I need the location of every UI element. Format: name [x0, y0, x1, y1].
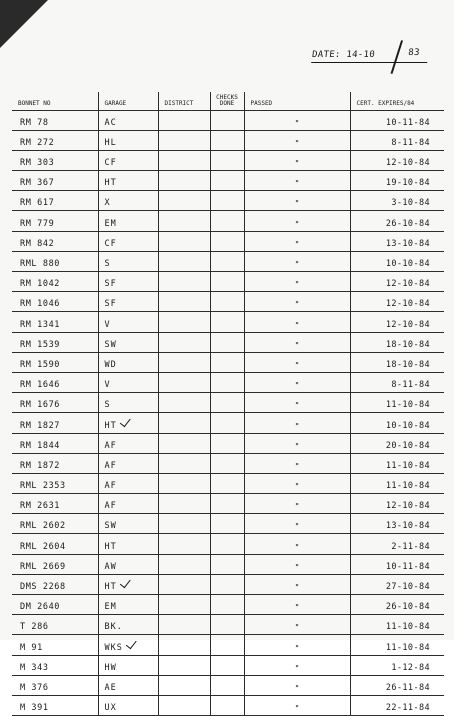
checks-done-cell	[210, 372, 244, 392]
cert-expiry-date: 12-10-84	[350, 292, 444, 312]
cert-expiry-date: 12-10-84	[350, 494, 444, 514]
garage-code-text: SW	[104, 339, 117, 350]
garage-code	[98, 211, 158, 231]
district-cell	[158, 191, 210, 211]
cert-expiry-date: 12-10-84	[350, 272, 444, 292]
checks-done-cell	[210, 251, 244, 271]
table-row	[12, 574, 444, 594]
garage-code	[98, 494, 158, 514]
passed-ditto-mark: "	[244, 554, 350, 574]
checks-done-cell	[210, 514, 244, 534]
bonnet-number: RM 2631	[12, 494, 98, 514]
checks-done-cell	[210, 615, 244, 635]
cert-expiry-date: 11-10-84	[350, 453, 444, 473]
garage-code-text: HT	[104, 420, 117, 431]
bonnet-number: RM 78	[12, 110, 98, 130]
bonnet-number: RM 272	[12, 130, 98, 150]
district-cell	[158, 312, 210, 332]
bonnet-number: RM 1676	[12, 393, 98, 413]
district-cell	[158, 272, 210, 292]
passed-ditto-mark: "	[244, 494, 350, 514]
table-row	[12, 615, 444, 635]
check-mark-icon	[126, 637, 137, 649]
bonnet-number: T 286	[12, 615, 98, 635]
checks-done-cell	[210, 150, 244, 170]
bonnet-number: RML 2669	[12, 554, 98, 574]
bonnet-number: M 343	[12, 655, 98, 675]
bonnet-number: RM 367	[12, 171, 98, 191]
bonnet-number: RM 1341	[12, 312, 98, 332]
cert-expiry-date: 26-10-84	[350, 595, 444, 615]
table-row	[12, 675, 444, 695]
table-row	[12, 635, 444, 655]
checks-done-cell	[210, 292, 244, 312]
garage-code	[98, 514, 158, 534]
checks-done-cell	[210, 393, 244, 413]
table-row	[12, 655, 444, 675]
passed-ditto-mark: "	[244, 171, 350, 191]
date-slash	[391, 40, 403, 74]
date-underline	[311, 62, 427, 63]
checks-done-cell	[210, 312, 244, 332]
garage-code-text: AF	[104, 440, 117, 451]
district-cell	[158, 453, 210, 473]
passed-ditto-mark: "	[244, 413, 350, 433]
district-cell	[158, 171, 210, 191]
garage-code	[98, 372, 158, 392]
table-row	[12, 352, 444, 372]
garage-code-text: S	[104, 400, 111, 411]
passed-ditto-mark: "	[244, 251, 350, 271]
bonnet-number: M 376	[12, 675, 98, 695]
bonnet-number: RML 2604	[12, 534, 98, 554]
garage-code-text: CF	[104, 238, 117, 249]
bonnet-number: RM 1646	[12, 372, 98, 392]
checks-done-cell	[210, 695, 244, 715]
district-cell	[158, 695, 210, 715]
passed-ditto-mark: "	[244, 615, 350, 635]
col-passed: PASSED	[244, 92, 350, 110]
col-checks-done: CHECKS DONE	[210, 92, 244, 110]
cert-expiry-date: 10-10-84	[350, 251, 444, 271]
cert-expiry-date: 22-11-84	[350, 695, 444, 715]
district-cell	[158, 595, 210, 615]
garage-code	[98, 272, 158, 292]
passed-ditto-mark: "	[244, 514, 350, 534]
garage-code	[98, 413, 158, 433]
checks-done-cell	[210, 433, 244, 453]
garage-code-text: AW	[104, 561, 117, 572]
district-cell	[158, 393, 210, 413]
district-cell	[158, 615, 210, 635]
bonnet-number: M 391	[12, 695, 98, 715]
passed-ditto-mark: "	[244, 372, 350, 392]
district-cell	[158, 433, 210, 453]
cert-expiry-date: 18-10-84	[350, 352, 444, 372]
garage-code-text: AE	[104, 682, 117, 693]
garage-code-text: WD	[104, 359, 117, 370]
table-row	[12, 292, 444, 312]
col-district: DISTRICT	[158, 92, 210, 110]
cert-expiry-date: 11-10-84	[350, 473, 444, 493]
cert-expiry-date: 20-10-84	[350, 433, 444, 453]
inspection-table	[12, 92, 444, 716]
passed-ditto-mark: "	[244, 352, 350, 372]
district-cell	[158, 110, 210, 130]
garage-code-text: HT	[104, 178, 117, 189]
bonnet-number: RM 1590	[12, 352, 98, 372]
table-row	[12, 453, 444, 473]
garage-code-text: EM	[104, 218, 117, 229]
table-row	[12, 372, 444, 392]
cert-expiry-date: 10-11-84	[350, 554, 444, 574]
cert-expiry-date: 13-10-84	[350, 231, 444, 251]
bonnet-number: RML 2353	[12, 473, 98, 493]
garage-code-text: AF	[104, 460, 117, 471]
cert-expiry-date: 8-11-84	[350, 372, 444, 392]
garage-code	[98, 352, 158, 372]
passed-ditto-mark: "	[244, 110, 350, 130]
table-row	[12, 312, 444, 332]
cert-expiry-date: 19-10-84	[350, 171, 444, 191]
passed-ditto-mark: "	[244, 231, 350, 251]
garage-code-text: V	[104, 319, 111, 330]
bonnet-number: RM 1827	[12, 413, 98, 433]
checks-done-cell	[210, 534, 244, 554]
garage-code	[98, 251, 158, 271]
checks-done-cell	[210, 453, 244, 473]
checks-done-cell	[210, 574, 244, 594]
cert-expiry-date: 13-10-84	[350, 514, 444, 534]
passed-ditto-mark: "	[244, 312, 350, 332]
table-header-row	[12, 92, 444, 110]
garage-code	[98, 595, 158, 615]
passed-ditto-mark: "	[244, 595, 350, 615]
cert-expiry-date: 8-11-84	[350, 130, 444, 150]
table-row	[12, 191, 444, 211]
garage-code	[98, 554, 158, 574]
cert-expiry-date: 11-10-84	[350, 615, 444, 635]
scan-corner-shadow	[0, 0, 48, 48]
district-cell	[158, 251, 210, 271]
garage-code	[98, 675, 158, 695]
garage-code	[98, 150, 158, 170]
garage-code-text: HW	[104, 662, 117, 673]
table-row	[12, 150, 444, 170]
table-row	[12, 393, 444, 413]
garage-code	[98, 110, 158, 130]
table-row	[12, 695, 444, 715]
passed-ditto-mark: "	[244, 534, 350, 554]
garage-code	[98, 453, 158, 473]
table-row	[12, 231, 444, 251]
col-cert-expires: CERT. EXPIRES/84	[350, 92, 444, 110]
garage-code-text: AF	[104, 501, 117, 512]
checks-done-cell	[210, 130, 244, 150]
garage-code-text: WKS	[104, 642, 123, 653]
cert-expiry-date: 12-10-84	[350, 150, 444, 170]
passed-ditto-mark: "	[244, 635, 350, 655]
table-row	[12, 211, 444, 231]
passed-ditto-mark: "	[244, 130, 350, 150]
passed-ditto-mark: "	[244, 473, 350, 493]
garage-code	[98, 574, 158, 594]
table-row	[12, 514, 444, 534]
checks-done-cell	[210, 554, 244, 574]
table-row	[12, 332, 444, 352]
garage-code-text: CF	[104, 158, 117, 169]
bonnet-number: DMS 2268	[12, 574, 98, 594]
col-bonnet-no: BONNET NO	[12, 92, 98, 110]
district-cell	[158, 494, 210, 514]
cert-expiry-date: 12-10-84	[350, 312, 444, 332]
district-cell	[158, 574, 210, 594]
cert-expiry-date: 27-10-84	[350, 574, 444, 594]
table-row	[12, 595, 444, 615]
passed-ditto-mark: "	[244, 292, 350, 312]
table-row	[12, 473, 444, 493]
bonnet-number: RM 1042	[12, 272, 98, 292]
garage-code	[98, 695, 158, 715]
garage-code	[98, 473, 158, 493]
district-cell	[158, 675, 210, 695]
table-row	[12, 171, 444, 191]
garage-code	[98, 191, 158, 211]
table-row	[12, 272, 444, 292]
bonnet-number: RM 1539	[12, 332, 98, 352]
bonnet-number: RM 842	[12, 231, 98, 251]
garage-code	[98, 635, 158, 655]
district-cell	[158, 372, 210, 392]
passed-ditto-mark: "	[244, 695, 350, 715]
table-row	[12, 110, 444, 130]
garage-code	[98, 292, 158, 312]
checks-done-cell	[210, 191, 244, 211]
checks-done-cell	[210, 655, 244, 675]
passed-ditto-mark: "	[244, 453, 350, 473]
district-cell	[158, 352, 210, 372]
bonnet-number: RM 617	[12, 191, 98, 211]
date-label: DATE: 14-10	[311, 50, 376, 60]
checks-done-cell	[210, 352, 244, 372]
garage-code-text: UX	[104, 703, 117, 714]
checks-done-cell	[210, 211, 244, 231]
passed-ditto-mark: "	[244, 655, 350, 675]
passed-ditto-mark: "	[244, 211, 350, 231]
garage-code-text: X	[104, 198, 111, 209]
passed-ditto-mark: "	[244, 272, 350, 292]
passed-ditto-mark: "	[244, 433, 350, 453]
garage-code-text: BK.	[104, 622, 123, 633]
garage-code	[98, 433, 158, 453]
checks-done-cell	[210, 231, 244, 251]
checks-done-cell	[210, 635, 244, 655]
cert-expiry-date: 11-10-84	[350, 635, 444, 655]
garage-code	[98, 231, 158, 251]
checks-done-cell	[210, 413, 244, 433]
garage-code	[98, 655, 158, 675]
bonnet-number: RM 1872	[12, 453, 98, 473]
garage-code	[98, 312, 158, 332]
garage-code-text: V	[104, 380, 111, 391]
bonnet-number: RML 2602	[12, 514, 98, 534]
passed-ditto-mark: "	[244, 150, 350, 170]
bonnet-number: RM 1046	[12, 292, 98, 312]
cert-expiry-date: 1-12-84	[350, 655, 444, 675]
table-row	[12, 130, 444, 150]
garage-code-text: AC	[104, 117, 117, 128]
bonnet-number: M 91	[12, 635, 98, 655]
table-row	[12, 251, 444, 271]
bonnet-number: DM 2640	[12, 595, 98, 615]
date-year: 83	[407, 48, 421, 58]
garage-code	[98, 130, 158, 150]
table-row	[12, 554, 444, 574]
passed-ditto-mark: "	[244, 332, 350, 352]
garage-code-text: AF	[104, 481, 117, 492]
district-cell	[158, 655, 210, 675]
cert-expiry-date: 18-10-84	[350, 332, 444, 352]
garage-code	[98, 615, 158, 635]
garage-code-text: SW	[104, 521, 117, 532]
district-cell	[158, 332, 210, 352]
district-cell	[158, 130, 210, 150]
cert-expiry-date: 2-11-84	[350, 534, 444, 554]
cert-expiry-date: 11-10-84	[350, 393, 444, 413]
cert-expiry-date: 10-11-84	[350, 110, 444, 130]
garage-code-text: SF	[104, 279, 117, 290]
cert-expiry-date: 26-11-84	[350, 675, 444, 695]
district-cell	[158, 635, 210, 655]
check-mark-icon	[120, 577, 131, 589]
table-row	[12, 534, 444, 554]
garage-code	[98, 534, 158, 554]
date-header	[311, 50, 428, 60]
col-garage: GARAGE	[98, 92, 158, 110]
checks-done-cell	[210, 272, 244, 292]
passed-ditto-mark: "	[244, 574, 350, 594]
bonnet-number: RM 779	[12, 211, 98, 231]
cert-expiry-date: 10-10-84	[350, 413, 444, 433]
table-row	[12, 433, 444, 453]
garage-code	[98, 332, 158, 352]
garage-code	[98, 171, 158, 191]
table-row	[12, 413, 444, 433]
checks-done-cell	[210, 171, 244, 191]
passed-ditto-mark: "	[244, 393, 350, 413]
district-cell	[158, 534, 210, 554]
garage-code	[98, 393, 158, 413]
checks-done-cell	[210, 110, 244, 130]
bonnet-number: RM 303	[12, 150, 98, 170]
district-cell	[158, 150, 210, 170]
garage-code-text: HT	[104, 541, 117, 552]
district-cell	[158, 231, 210, 251]
checks-done-cell	[210, 494, 244, 514]
cert-expiry-date: 3-10-84	[350, 191, 444, 211]
district-cell	[158, 211, 210, 231]
checks-done-cell	[210, 473, 244, 493]
garage-code-text: EM	[104, 602, 117, 613]
district-cell	[158, 292, 210, 312]
garage-code-text: HT	[104, 582, 117, 592]
district-cell	[158, 514, 210, 534]
bonnet-number: RML 880	[12, 251, 98, 271]
garage-code-text: SF	[104, 299, 117, 310]
garage-code-text: S	[104, 259, 111, 269]
district-cell	[158, 473, 210, 493]
garage-code-text: HL	[104, 137, 117, 148]
checks-done-cell	[210, 675, 244, 695]
bonnet-number: RM 1844	[12, 433, 98, 453]
district-cell	[158, 413, 210, 433]
checks-done-cell	[210, 595, 244, 615]
check-mark-icon	[120, 415, 131, 427]
checks-done-cell	[210, 332, 244, 352]
cert-expiry-date: 26-10-84	[350, 211, 444, 231]
passed-ditto-mark: "	[244, 191, 350, 211]
passed-ditto-mark: "	[244, 675, 350, 695]
table-row	[12, 494, 444, 514]
district-cell	[158, 554, 210, 574]
